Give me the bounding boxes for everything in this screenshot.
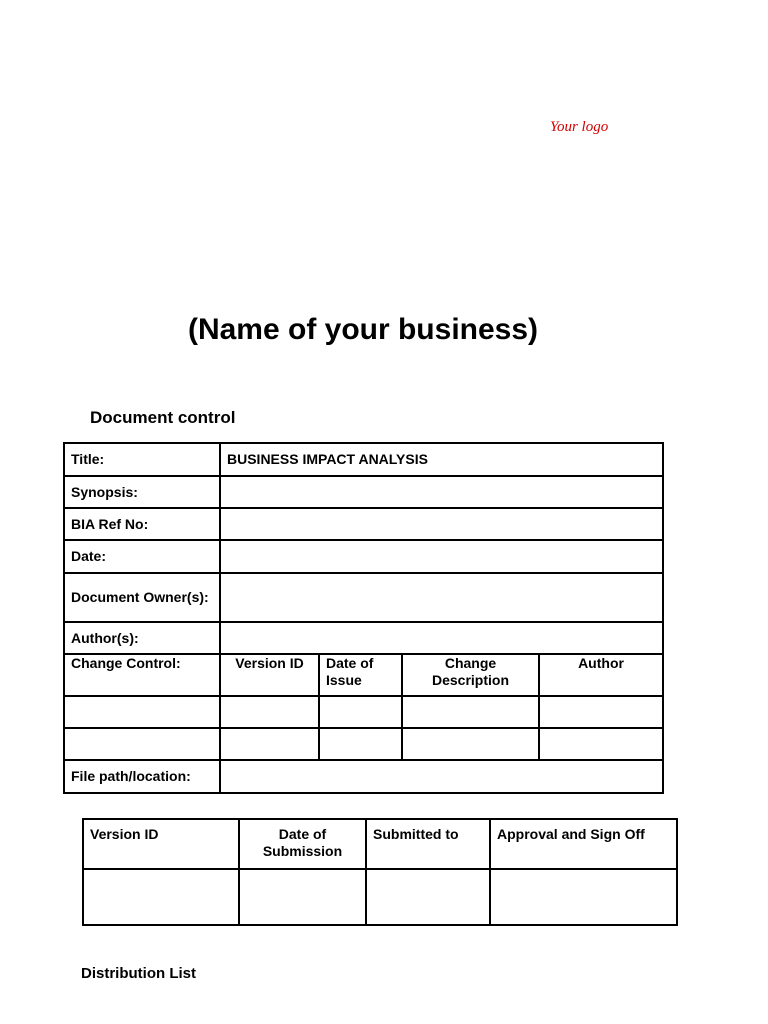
date-label: Date: — [64, 540, 220, 573]
change-row-1-version[interactable] — [220, 696, 319, 728]
distribution-list-heading: Distribution List — [81, 965, 196, 982]
date-value[interactable] — [220, 540, 663, 573]
synopsis-value[interactable] — [220, 476, 663, 508]
header-approval-sign-off: Approval and Sign Off — [490, 819, 677, 869]
synopsis-label: Synopsis: — [64, 476, 220, 508]
header-date-of-submission: Date of Submission — [239, 819, 366, 869]
submission-date-cell[interactable] — [239, 869, 366, 925]
document-owner-value[interactable] — [220, 573, 663, 622]
change-row-1-author[interactable] — [539, 696, 663, 728]
change-row-1-description[interactable] — [402, 696, 539, 728]
change-row-2-author[interactable] — [539, 728, 663, 760]
submission-submitted-to-cell[interactable] — [366, 869, 490, 925]
title-value[interactable]: BUSINESS IMPACT ANALYSIS — [220, 443, 663, 476]
file-path-label: File path/location: — [64, 760, 220, 793]
bia-ref-label: BIA Ref No: — [64, 508, 220, 540]
header-submitted-to: Submitted to — [366, 819, 490, 869]
document-control-table — [63, 442, 664, 794]
title-label: Title: — [64, 443, 220, 476]
header-version-id-submission: Version ID — [83, 819, 239, 869]
bia-ref-value[interactable] — [220, 508, 663, 540]
change-row-2-version[interactable] — [220, 728, 319, 760]
authors-label: Author(s): — [64, 622, 220, 654]
change-row-2-description[interactable] — [402, 728, 539, 760]
header-author: Author — [539, 654, 663, 696]
header-change-description: Change Description — [402, 654, 539, 696]
document-control-heading: Document control — [90, 408, 236, 427]
change-row-2-date[interactable] — [319, 728, 402, 760]
submission-approval-cell[interactable] — [490, 869, 677, 925]
change-row-2-cell[interactable] — [64, 728, 220, 760]
business-name-title: (Name of your business) — [187, 313, 539, 346]
change-row-1-cell[interactable] — [64, 696, 220, 728]
submission-table — [82, 818, 678, 926]
file-path-value[interactable] — [220, 760, 663, 793]
submission-version-cell[interactable] — [83, 869, 239, 925]
document-owner-label: Document Owner(s): — [64, 573, 220, 622]
change-row-1-date[interactable] — [319, 696, 402, 728]
logo-placeholder: Your logo — [550, 119, 609, 135]
header-date-of-issue: Date of Issue — [319, 654, 402, 696]
authors-value[interactable] — [220, 622, 663, 654]
change-control-label: Change Control: — [64, 654, 220, 696]
header-version-id: Version ID — [220, 654, 319, 696]
